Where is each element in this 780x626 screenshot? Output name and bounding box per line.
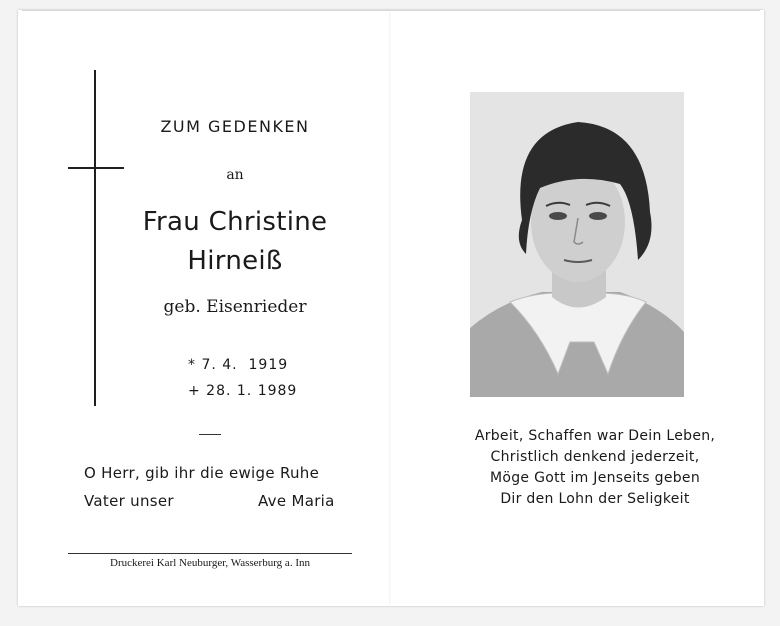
birth-date: * 7. 4. 1919 — [188, 357, 289, 373]
prayer-ave-maria: Ave Maria — [258, 492, 335, 510]
cross-icon-vertical — [94, 70, 96, 406]
maiden-name: geb. Eisenrieder — [163, 297, 307, 317]
portrait-photo — [470, 92, 684, 397]
death-date: + 28. 1. 1989 — [188, 383, 298, 399]
cross-icon-horizontal — [68, 167, 124, 169]
prayer-line: O Herr, gib ihr die ewige Ruhe — [84, 464, 320, 482]
deceased-name-first: Frau Christine — [142, 207, 328, 237]
prayer-vater-unser: Vater unser — [84, 492, 174, 510]
verse-line: Möge Gott im Jenseits geben — [489, 470, 701, 486]
verse-line: Christlich denkend jederzeit, — [490, 449, 700, 465]
connector-word: an — [226, 167, 244, 183]
card-top-edge — [22, 10, 760, 11]
verse-line: Arbeit, Schaffen war Dein Leben, — [474, 428, 716, 444]
separator-dash — [199, 434, 221, 435]
printer-rule — [68, 553, 352, 554]
memorial-heading: ZUM GEDENKEN — [160, 117, 310, 136]
memorial-verse — [430, 426, 760, 510]
verse-line: Dir den Lohn der Seligkeit — [500, 491, 690, 507]
card-fold — [389, 12, 391, 604]
deceased-name-last: Hirneiß — [187, 246, 283, 276]
printer-credit: Druckerei Karl Neuburger, Wasserburg a. Inn — [110, 557, 310, 569]
